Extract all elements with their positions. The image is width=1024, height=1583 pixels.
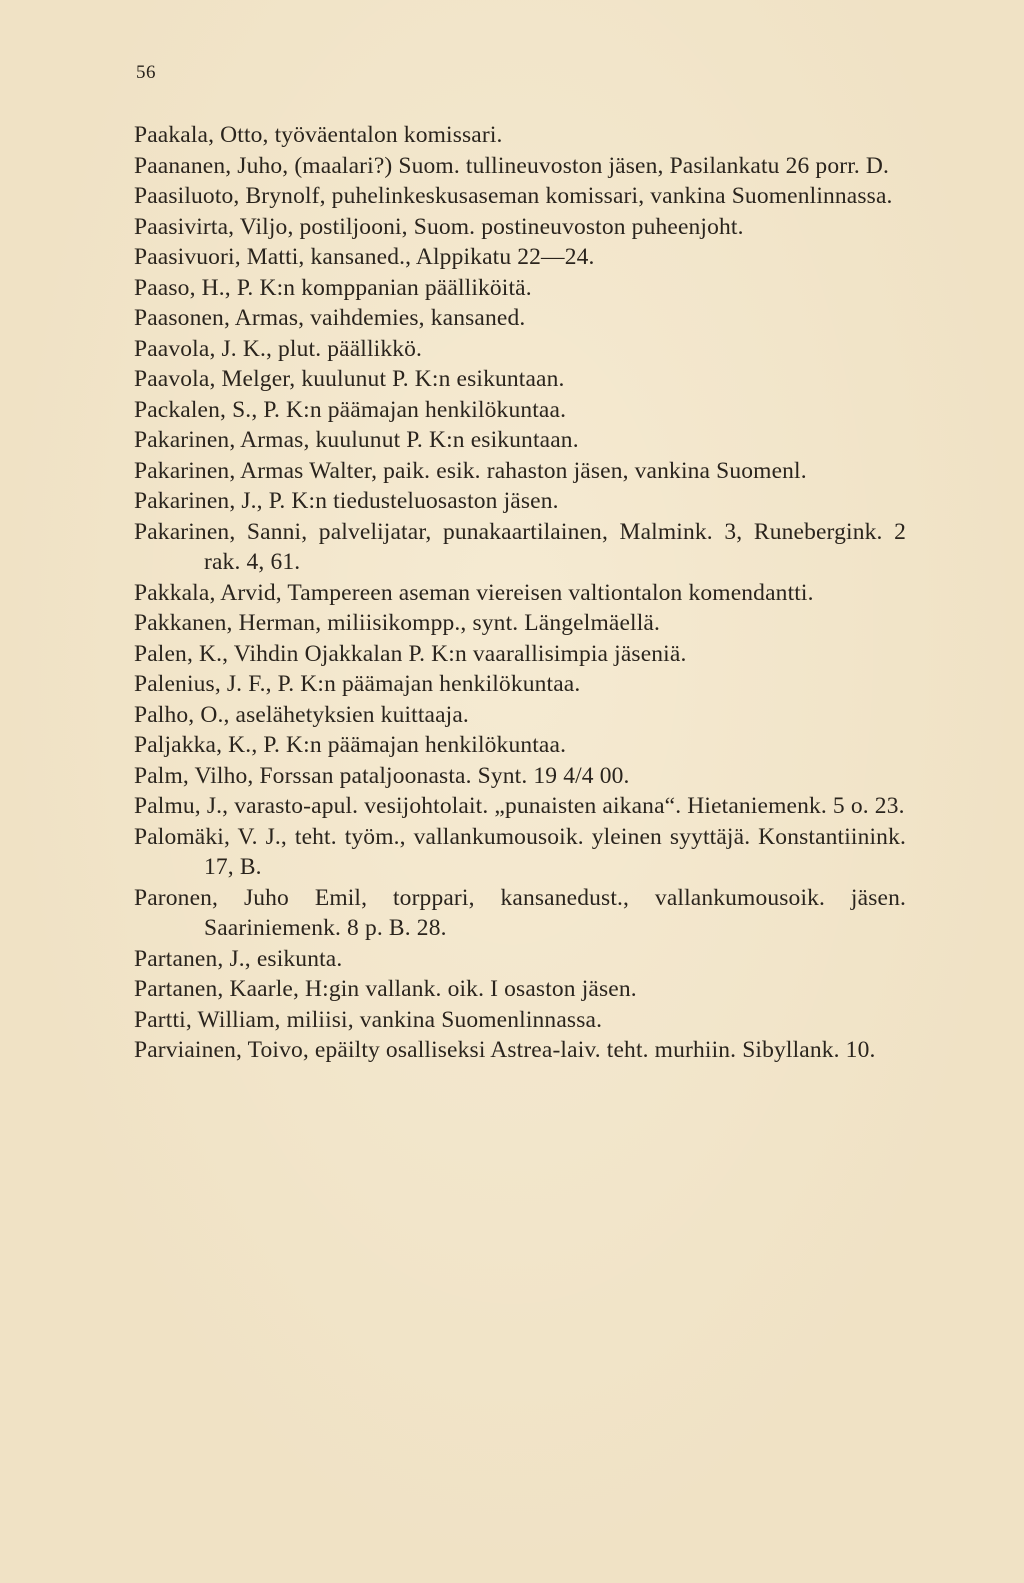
entry-paasivuori-matti: Paasivuori, Matti, kansaned., Alppikatu 22—24. <box>134 244 595 270</box>
entry-pakarinen-armas-walter: Pakarinen, Armas Walter, paik. esik. rahaston jäsen, vankina Suomenl. <box>134 457 807 484</box>
entry-paljakka-k: Paljakka, K., P. K:n päämajan henkilökuntaa. <box>134 732 567 758</box>
page-number: 56 <box>136 62 156 83</box>
entry-paasonen-armas: Paasonen, Armas, vaihdemies, kansaned. <box>134 305 526 331</box>
entry-partanen-j: Partanen, J., esikunta. <box>134 945 343 972</box>
entry-paasiluoto-brynolf: Paasiluoto, Brynolf, puhelinkeskusaseman komissari, vankina Suomenlinnassa. <box>134 183 893 209</box>
entry-paasivirta-viljo: Paasivirta, Viljo, postiljooni, Suom. postineuvoston puheenjoht. <box>134 213 744 240</box>
entry-paaso-h: Paaso, H., P. K:n komppanian päälliköitä. <box>134 274 532 301</box>
entry-partanen-kaarle: Partanen, Kaarle, H:gin vallank. oik. I osaston jäsen. <box>134 976 637 1002</box>
entry-pakkanen-herman: Pakkanen, Herman, miliisikompp., synt. Längelmäellä. <box>134 610 660 636</box>
entry-palmu-j: Palmu, J., varasto-apul. vesijohtolait. „punaisten aikana“. Hietaniemenk. 5 o. 23. <box>134 793 905 819</box>
entry-pakarinen-j: Pakarinen, J., P. K:n tiedusteluosaston jäsen. <box>134 488 559 514</box>
entry-palm-vilho: Palm, Vilho, Forssan pataljoonasta. Synt. 19 4/4 00. <box>134 762 630 789</box>
entry-packalen-s: Packalen, S., P. K:n päämajan henkilökuntaa. <box>134 396 567 423</box>
entry-pakkala-arvid: Pakkala, Arvid, Tampereen aseman viereisen valtiontalon komendantti. <box>134 579 814 606</box>
entry-parviainen-toivo: Parviainen, Toivo, epäilty osalliseksi Astrea-laiv. teht. murhiin. Sibyllank. 10. <box>134 1037 876 1063</box>
entry-palenius-jf: Palenius, J. F., P. K:n päämajan henkilökuntaa. <box>134 671 581 697</box>
entry-pakarinen-armas: Pakarinen, Armas, kuulunut P. K:n esikuntaan. <box>134 427 579 453</box>
entry-palen-k: Palen, K., Vihdin Ojakkalan P. K:n vaarallisimpia jäseniä. <box>134 640 687 667</box>
entry-pakarinen-sanni: Pakarinen, Sanni, palvelijatar, punakaartilainen, Malmink. 3, Runebergink. 2 rak. 4, 61. <box>134 518 906 575</box>
entry-list <box>134 120 906 1066</box>
entry-paananen-juho: Paananen, Juho, (maalari?) Suom. tullineuvoston jäsen, Pasilankatu 26 porr. D. <box>134 152 890 179</box>
entry-partti-william: Partti, William, miliisi, vankina Suomenlinnassa. <box>134 1006 603 1033</box>
entry-paavola-melger: Paavola, Melger, kuulunut P. K:n esikuntaan. <box>134 366 565 392</box>
entry-palomaki-vj: Palomäki, V. J., teht. työm., vallankumousoik. yleinen syyttäjä. Konstantiinink. 17, B. <box>134 823 906 880</box>
entry-paavola-jk: Paavola, J. K., plut. päällikkö. <box>134 335 423 362</box>
entry-paakala-otto: Paakala, Otto, työväentalon komissari. <box>134 122 503 148</box>
entry-paronen-juho-emil: Paronen, Juho Emil, torppari, kansanedust., vallankumousoik. jäsen. Saariniemenk. 8 p. B. 28. <box>134 884 906 941</box>
entry-palho-o: Palho, O., aselähetyksien kuittaaja. <box>134 701 469 728</box>
